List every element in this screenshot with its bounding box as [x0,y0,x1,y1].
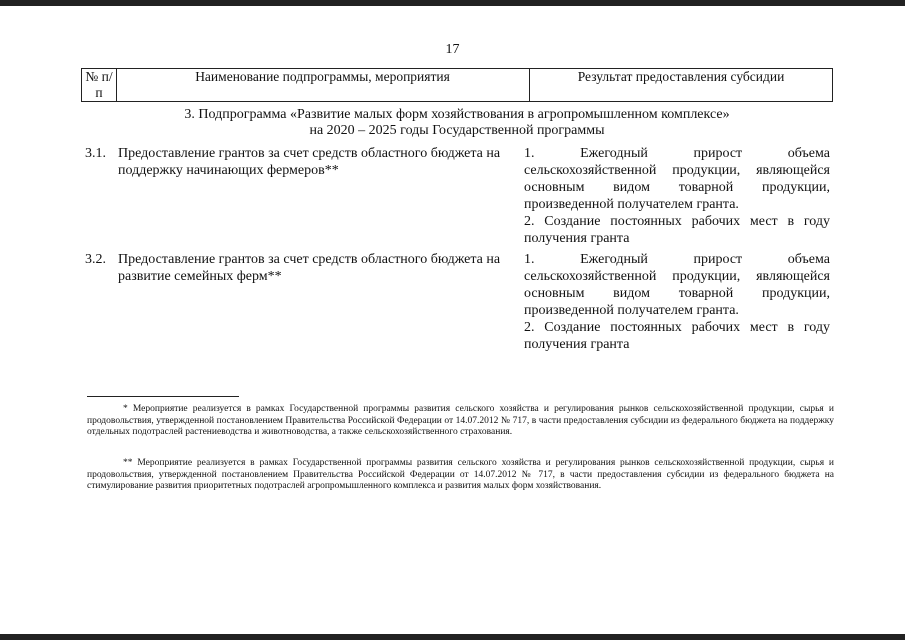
top-border [0,0,905,6]
footnote-separator [87,396,239,397]
header-col-number: № п/п [82,69,117,101]
footnote-1: * Мероприятие реализуется в рамках Государственной программы развития сельского хозяйства и регулирования рынков сельскохозяйственной продукции, сырья и продовольствия, утвержденной постановлением Правительства Российской Федерации от 14.07.2012 № 717, в части предоставления субсидии из федерального бюджета на поддержку отдельных подотраслей растениеводства и животноводства, а также сельскохозяйственного страхования. [87,404,834,437]
header-col-name: Наименование подпрограммы, мероприятия [116,69,530,101]
subprogram-heading-line2: на 2020 – 2025 годы Государственной программы [309,123,605,138]
row-number: 3.2. [85,252,106,267]
page-number: 17 [445,42,460,57]
row-result-item: 2. Создание постоянных рабочих мест в году получения гранта [524,214,830,246]
row-result-item: 1. Ежегодный прирост объема сельскохозяйственной продукции, являющейся основным видом товарной продукции, произведенной получателем гранта. [524,146,830,212]
footnote-2: ** Мероприятие реализуется в рамках Государственной программы развития сельского хозяйства и регулирования рынков сельскохозяйственной продукции, сырья и продовольствия, утвержденной постановлением Правительства Российской Федерации от 14.07.2012 № 717, в части предоставления субсидии из федерального бюджета на стимулирование развития приоритетных подотраслей агропромышленного комплекса и развития малых форм хозяйствования. [87,458,834,491]
subprogram-heading [81,107,833,139]
row-activity-name: Предоставление грантов за счет средств областного бюджета на развитие семейных ферм** [118,252,501,284]
row-result [524,251,830,353]
row-result [524,145,830,247]
table-header [81,68,833,102]
row-result-item: 1. Ежегодный прирост объема сельскохозяйственной продукции, являющейся основным видом товарной продукции, произведенной получателем гранта. [524,252,830,318]
bottom-border [0,634,905,640]
header-col-result: Результат предоставления субсидии [577,69,785,84]
subprogram-heading-line1: 3. Подпрограмма «Развитие малых форм хозяйствования в агропромышленном комплексе» [184,107,730,122]
row-result-item: 2. Создание постоянных рабочих мест в году получения гранта [524,320,830,352]
row-activity-name: Предоставление грантов за счет средств областного бюджета на поддержку начинающих фермеров** [118,146,501,178]
row-number: 3.1. [85,146,106,161]
